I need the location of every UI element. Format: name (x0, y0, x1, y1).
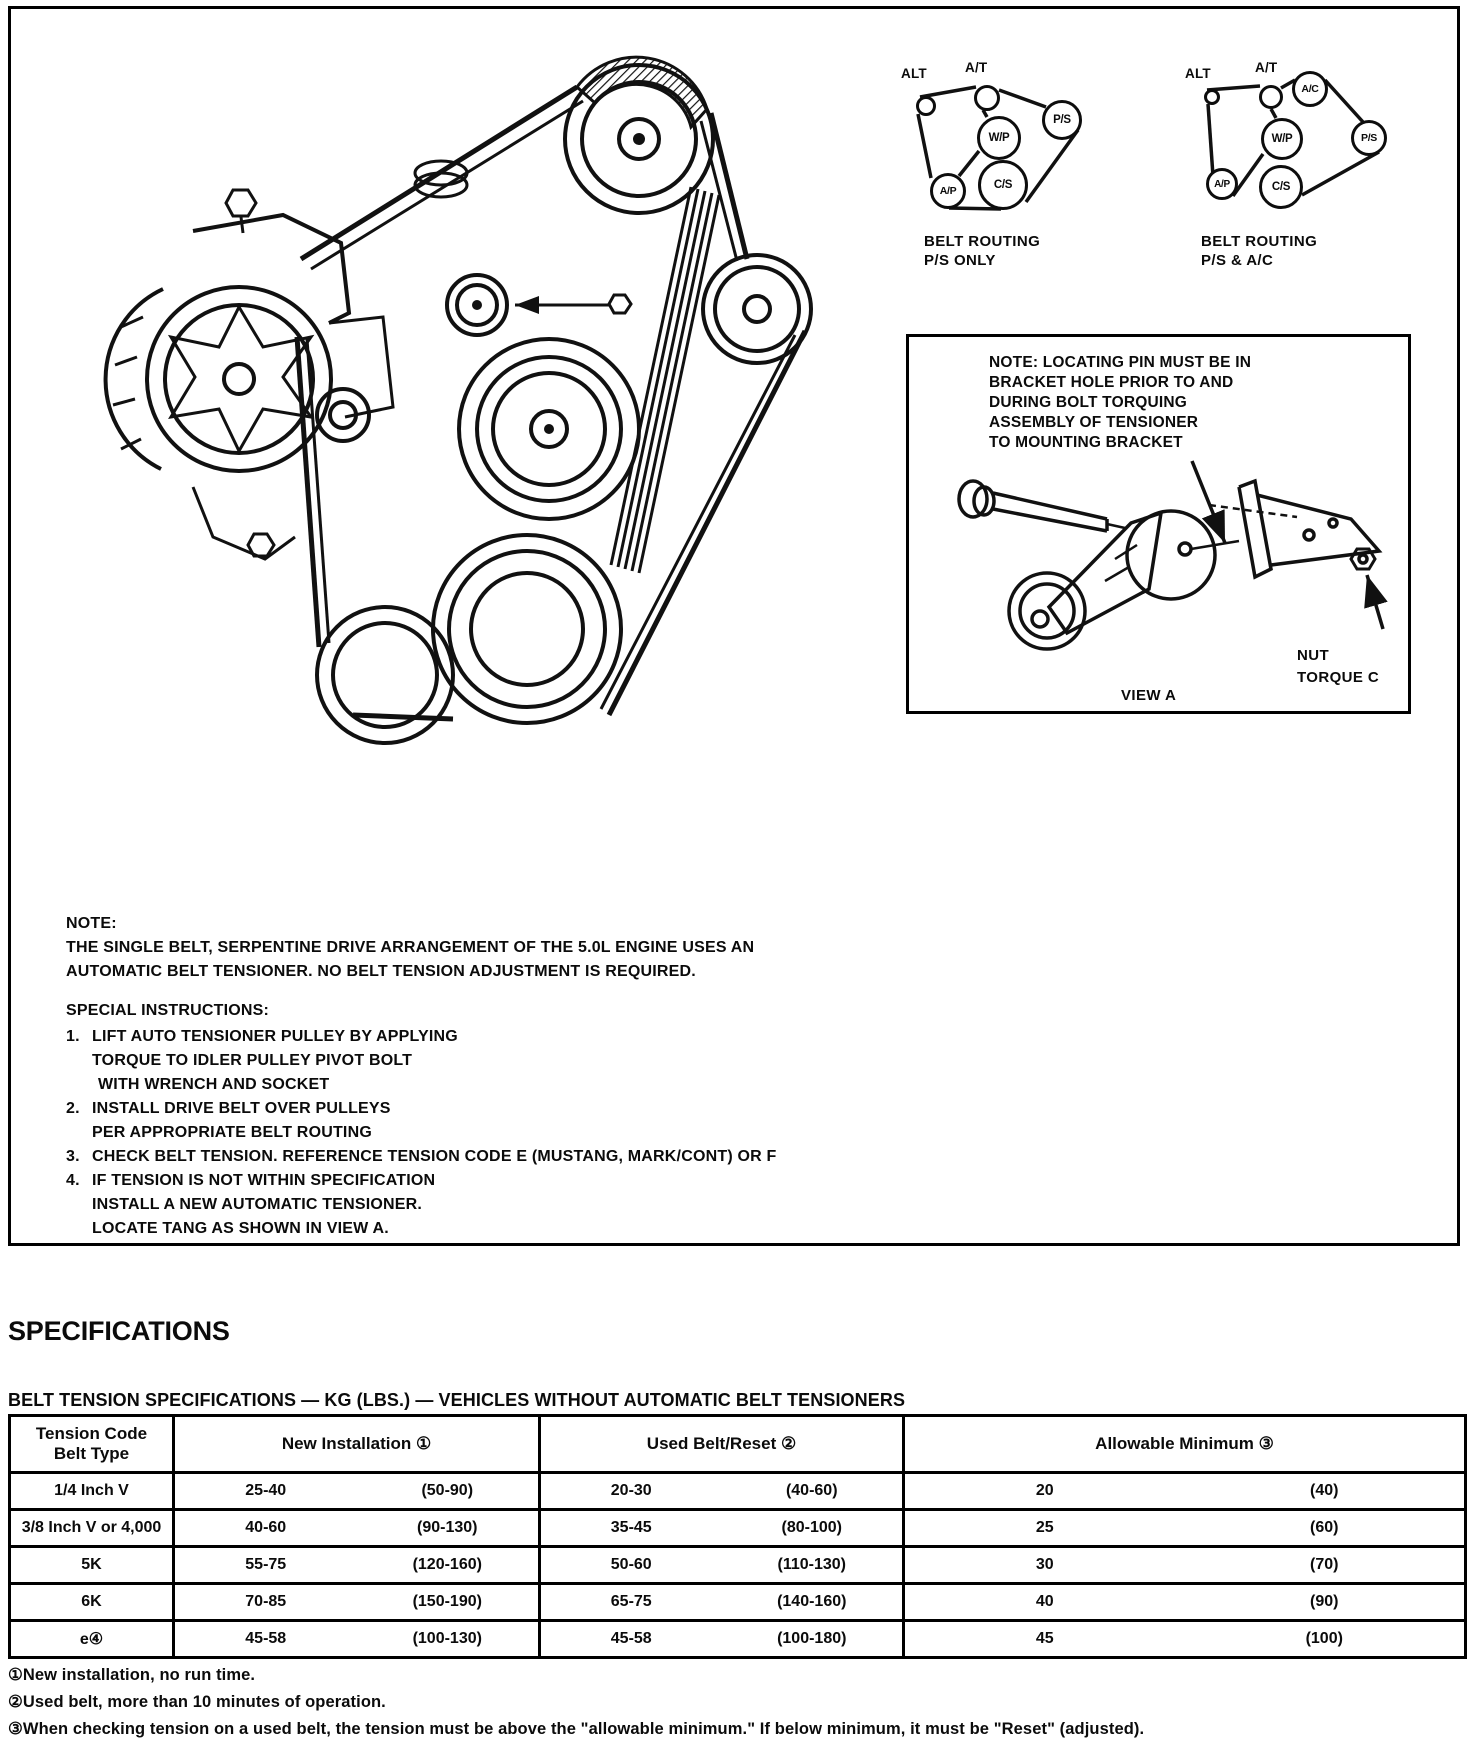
specifications-heading: SPECIFICATIONS (8, 1316, 230, 1346)
value-kg: 40 (1035, 1593, 1054, 1610)
view-a-note-line: TO MOUNTING BRACKET (989, 434, 1183, 451)
value-kg: 55-75 (245, 1556, 287, 1573)
instruction-line (66, 1025, 777, 1049)
footnote-3: ③When checking tension on a used belt, the tension must be above the "allowable minimum." If below minimum, it must be "Reset" (adjusted). (8, 1720, 1145, 1738)
cell-used (540, 1510, 904, 1547)
routing2-caption-line2: P/S & A/C (1201, 252, 1274, 269)
value-lbs: (100-180) (777, 1630, 847, 1647)
routing2-caption-line1: BELT ROUTING (1201, 233, 1318, 250)
pulley-alt (916, 96, 936, 116)
instruction-text: IF TENSION IS NOT WITHIN SPECIFICATION (92, 1172, 436, 1189)
routing1-caption (924, 232, 1040, 270)
routing1-caption-line2: P/S ONLY (924, 252, 996, 269)
value-kg: 45-58 (245, 1630, 287, 1647)
cell-min (904, 1547, 1466, 1584)
belt-tension-table (8, 1414, 1467, 1659)
value-kg: 25-40 (245, 1482, 287, 1499)
table-row (10, 1621, 1466, 1658)
value-lbs: (150-190) (412, 1593, 482, 1610)
engine-assembly-drawing (43, 17, 813, 787)
view-a-note-line: BRACKET HOLE PRIOR TO AND (989, 374, 1234, 391)
value-lbs: (140-160) (777, 1593, 847, 1610)
value-kg: 20 (1035, 1482, 1054, 1499)
cell-belt-type: 6K (10, 1584, 174, 1621)
instruction-line (66, 1145, 777, 1169)
table-row (10, 1473, 1466, 1510)
pulley-cs: C/S (1259, 165, 1303, 209)
value-lbs: (120-160) (412, 1556, 482, 1573)
cell-min (904, 1473, 1466, 1510)
belt-routing-diagram-ps-ac (1183, 54, 1401, 269)
value-lbs: (50-90) (421, 1482, 474, 1499)
value-kg: 65-75 (610, 1593, 652, 1610)
value-lbs: (80-100) (781, 1519, 842, 1536)
nut-label: NUT (1297, 647, 1330, 664)
instruction-text: CHECK BELT TENSION. REFERENCE TENSION CODE E (MUSTANG, MARK/CONT) OR F (92, 1148, 777, 1165)
cell-belt-type: e④ (10, 1621, 174, 1658)
pulley-label-at: A/T (965, 60, 988, 75)
special-instructions (66, 999, 777, 1241)
value-kg: 40-60 (245, 1519, 287, 1536)
view-a-note-line: DURING BOLT TORQUING (989, 394, 1188, 411)
value-lbs: (70) (1310, 1556, 1339, 1573)
header-new-installation: New Installation ① (174, 1416, 540, 1473)
cell-belt-type: 5K (10, 1547, 174, 1584)
footnote-1: ①New installation, no run time. (8, 1666, 256, 1684)
header-tension-code (10, 1416, 174, 1473)
pulley-label-alt: ALT (901, 66, 927, 81)
instruction-line: PER APPROPRIATE BELT ROUTING (92, 1124, 372, 1141)
torque-c-label: TORQUE C (1297, 669, 1380, 686)
cell-used (540, 1473, 904, 1510)
pulley-ps: P/S (1351, 120, 1387, 156)
cell-belt-type: 3/8 Inch V or 4,000 (10, 1510, 174, 1547)
pulley-label-at: A/T (1255, 60, 1278, 75)
view-a-note-line: NOTE: LOCATING PIN MUST BE IN (989, 354, 1252, 371)
table-row (10, 1547, 1466, 1584)
table-row (10, 1510, 1466, 1547)
instruction-text: LIFT AUTO TENSIONER PULLEY BY APPLYING (92, 1028, 458, 1045)
cell-min (904, 1510, 1466, 1547)
cell-used (540, 1621, 904, 1658)
view-a-label: VIEW A (1121, 687, 1177, 704)
footnote-2: ②Used belt, more than 10 minutes of operation. (8, 1693, 386, 1711)
value-kg: 35-45 (610, 1519, 652, 1536)
value-lbs: (40-60) (785, 1482, 838, 1499)
pulley-ap: A/P (1206, 168, 1238, 200)
pulley-ps: P/S (1042, 100, 1082, 140)
cell-new (174, 1510, 540, 1547)
instruction-number: 3. (66, 1148, 80, 1165)
instruction-line: LOCATE TANG AS SHOWN IN VIEW A. (92, 1220, 389, 1237)
header-tension-code-line1: Tension Code (35, 1424, 148, 1443)
table-footnotes (8, 1662, 1144, 1742)
value-kg: 70-85 (245, 1593, 287, 1610)
belt-routing-diagram-ps-only (899, 54, 1104, 269)
pulley-alt (1204, 89, 1220, 105)
value-kg: 50-60 (610, 1556, 652, 1573)
header-used-belt-reset: Used Belt/Reset ② (540, 1416, 904, 1473)
note-section (66, 912, 754, 984)
pulley-label-alt: ALT (1185, 66, 1211, 81)
value-lbs: (110-130) (777, 1556, 846, 1573)
figure-box (8, 6, 1460, 1246)
instruction-line: TORQUE TO IDLER PULLEY PIVOT BOLT (92, 1052, 413, 1069)
instruction-number: 2. (66, 1100, 80, 1117)
value-lbs: (60) (1310, 1519, 1339, 1536)
instruction-line (66, 1169, 777, 1193)
cell-min (904, 1621, 1466, 1658)
instruction-line: INSTALL A NEW AUTOMATIC TENSIONER. (92, 1196, 423, 1213)
pulley-wp: W/P (977, 116, 1021, 160)
cell-new (174, 1584, 540, 1621)
view-a-note (989, 353, 1251, 453)
view-a-note-line: ASSEMBLY OF TENSIONER (989, 414, 1199, 431)
pulley-ap: A/P (930, 173, 966, 209)
value-kg: 20-30 (610, 1482, 652, 1499)
view-a-box (906, 334, 1411, 714)
instruction-text: INSTALL DRIVE BELT OVER PULLEYS (92, 1100, 391, 1117)
value-kg: 45 (1035, 1630, 1054, 1647)
pulley-cs: C/S (978, 160, 1028, 210)
pulley-wp: W/P (1261, 118, 1303, 160)
pulley-at (1259, 85, 1283, 109)
value-lbs: (100) (1305, 1630, 1343, 1647)
value-lbs: (40) (1310, 1482, 1339, 1499)
note-line: AUTOMATIC BELT TENSIONER. NO BELT TENSION ADJUSTMENT IS REQUIRED. (66, 963, 696, 980)
table-header-row (10, 1416, 1466, 1473)
value-lbs: (90-130) (417, 1519, 478, 1536)
belt-tension-table-title: BELT TENSION SPECIFICATIONS — KG (LBS.) — VEHICLES WITHOUT AUTOMATIC BELT TENSIONERS (8, 1390, 906, 1410)
value-kg: 30 (1035, 1556, 1054, 1573)
value-kg: 25 (1035, 1519, 1054, 1536)
value-kg: 45-58 (610, 1630, 652, 1647)
table-row (10, 1584, 1466, 1621)
routing1-caption-line1: BELT ROUTING (924, 233, 1041, 250)
cell-belt-type: 1/4 Inch V (10, 1473, 174, 1510)
instruction-number: 4. (66, 1172, 80, 1189)
cell-new (174, 1621, 540, 1658)
value-lbs: (100-130) (412, 1630, 482, 1647)
instruction-number: 1. (66, 1028, 80, 1045)
cell-used (540, 1547, 904, 1584)
cell-new (174, 1547, 540, 1584)
pulley-at (974, 85, 1000, 111)
pulley-ac: A/C (1292, 71, 1328, 107)
note-heading: NOTE: (66, 915, 117, 932)
header-tension-code-line2: Belt Type (53, 1444, 130, 1463)
cell-min (904, 1584, 1466, 1621)
routing2-caption (1201, 232, 1317, 270)
cell-used (540, 1584, 904, 1621)
special-instructions-heading: SPECIAL INSTRUCTIONS: (66, 1002, 270, 1019)
header-allowable-minimum: Allowable Minimum ③ (904, 1416, 1466, 1473)
value-lbs: (90) (1310, 1593, 1339, 1610)
cell-new (174, 1473, 540, 1510)
instruction-line (66, 1097, 777, 1121)
instruction-line: WITH WRENCH AND SOCKET (98, 1076, 330, 1093)
note-line: THE SINGLE BELT, SERPENTINE DRIVE ARRANGEMENT OF THE 5.0L ENGINE USES AN (66, 939, 755, 956)
